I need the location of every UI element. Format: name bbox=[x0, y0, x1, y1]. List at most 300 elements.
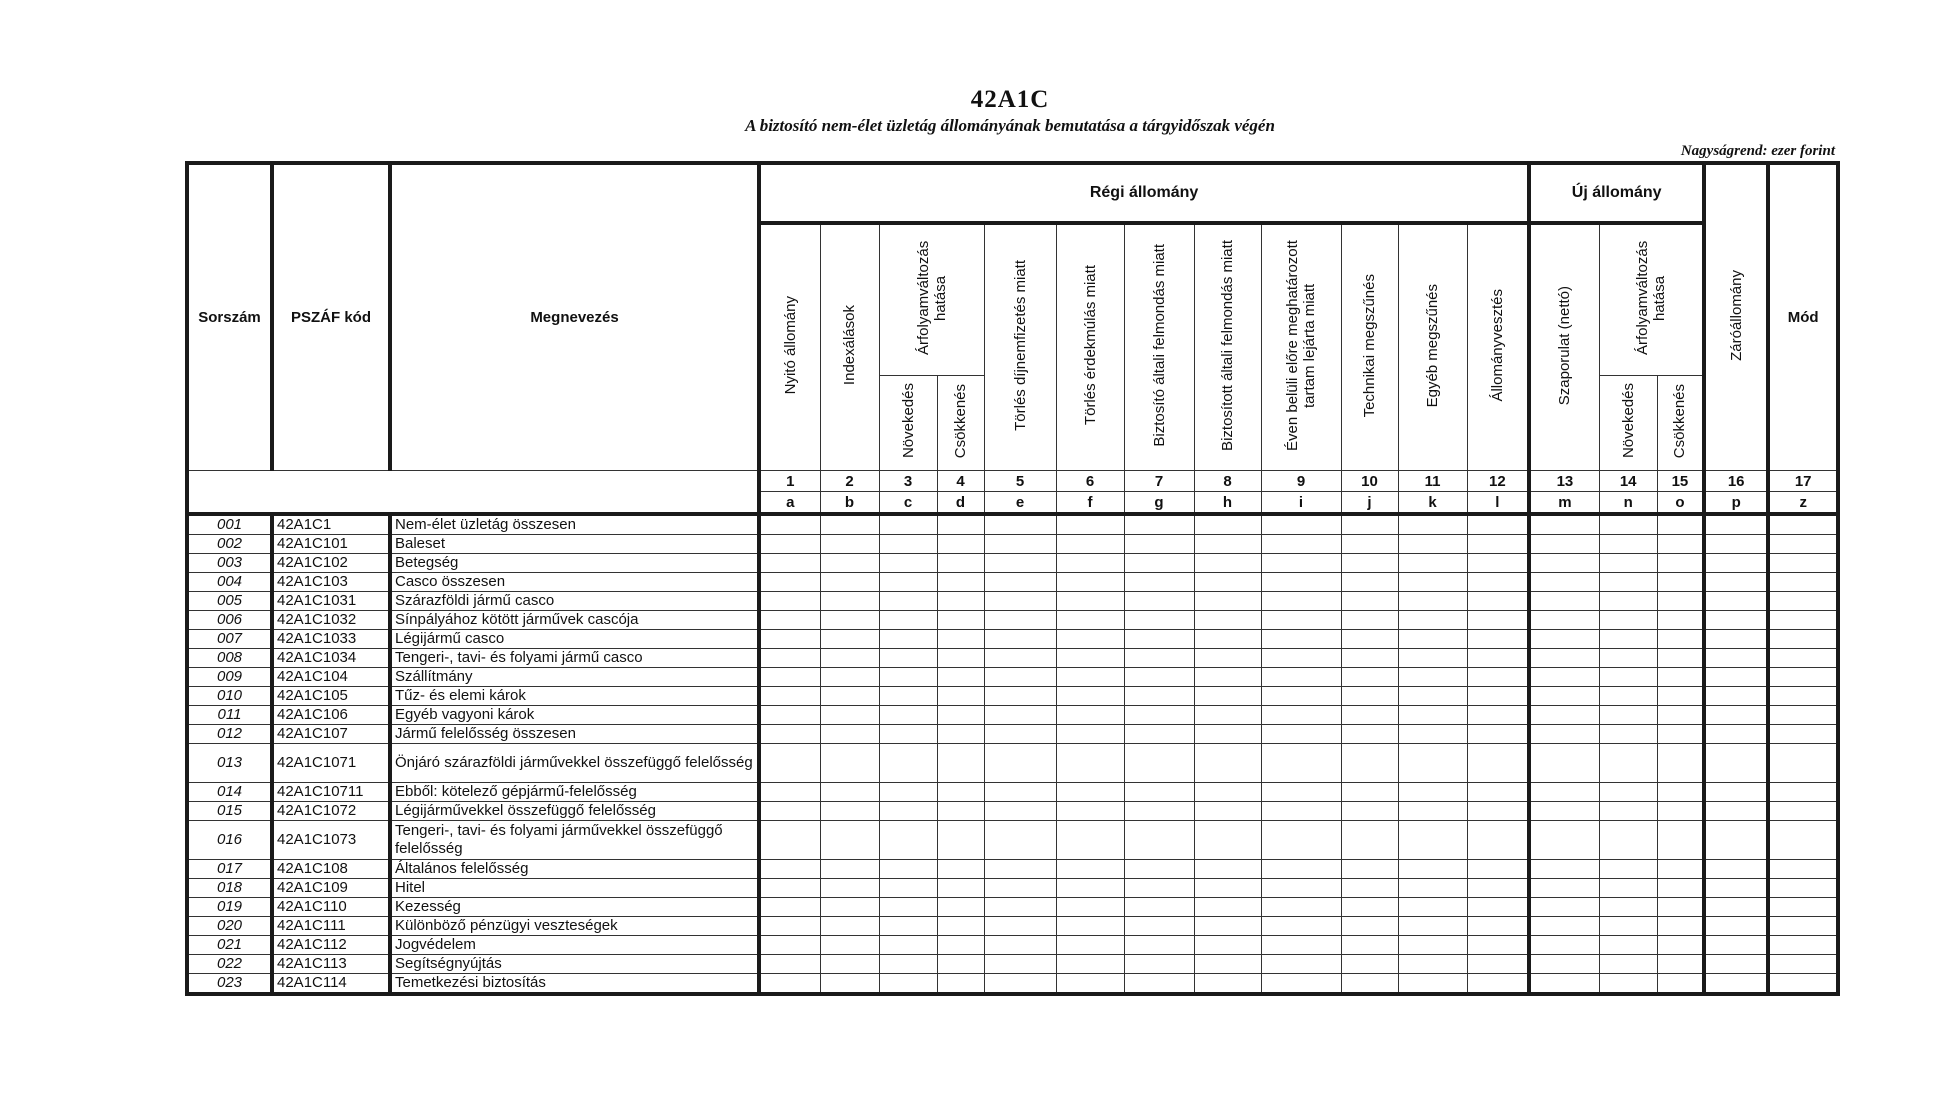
data-entry-cell[interactable] bbox=[820, 554, 879, 573]
data-entry-cell[interactable] bbox=[1768, 917, 1838, 936]
data-entry-cell[interactable] bbox=[1529, 630, 1599, 649]
data-entry-cell[interactable] bbox=[1467, 687, 1529, 706]
data-entry-cell[interactable] bbox=[759, 706, 820, 725]
data-entry-cell[interactable] bbox=[1261, 649, 1341, 668]
data-entry-cell[interactable] bbox=[1768, 879, 1838, 898]
data-entry-cell[interactable] bbox=[1398, 821, 1467, 860]
data-entry-cell[interactable] bbox=[1657, 955, 1704, 974]
data-entry-cell[interactable] bbox=[1467, 821, 1529, 860]
data-entry-cell[interactable] bbox=[1124, 936, 1194, 955]
data-entry-cell[interactable] bbox=[937, 592, 984, 611]
data-entry-cell[interactable] bbox=[1124, 879, 1194, 898]
data-entry-cell[interactable] bbox=[1599, 725, 1657, 744]
data-entry-cell[interactable] bbox=[1124, 955, 1194, 974]
data-entry-cell[interactable] bbox=[1467, 974, 1529, 995]
data-entry-cell[interactable] bbox=[820, 898, 879, 917]
data-entry-cell[interactable] bbox=[1398, 706, 1467, 725]
data-entry-cell[interactable] bbox=[1657, 860, 1704, 879]
data-entry-cell[interactable] bbox=[1124, 535, 1194, 554]
data-entry-cell[interactable] bbox=[1529, 535, 1599, 554]
data-entry-cell[interactable] bbox=[1398, 535, 1467, 554]
data-entry-cell[interactable] bbox=[1657, 898, 1704, 917]
data-entry-cell[interactable] bbox=[759, 668, 820, 687]
data-entry-cell[interactable] bbox=[1529, 554, 1599, 573]
data-entry-cell[interactable] bbox=[984, 668, 1056, 687]
data-entry-cell[interactable] bbox=[820, 514, 879, 535]
data-entry-cell[interactable] bbox=[1657, 802, 1704, 821]
data-entry-cell[interactable] bbox=[1529, 936, 1599, 955]
data-entry-cell[interactable] bbox=[984, 611, 1056, 630]
data-entry-cell[interactable] bbox=[1768, 821, 1838, 860]
data-entry-cell[interactable] bbox=[1529, 974, 1599, 995]
data-entry-cell[interactable] bbox=[1341, 573, 1398, 592]
data-entry-cell[interactable] bbox=[937, 821, 984, 860]
data-entry-cell[interactable] bbox=[759, 783, 820, 802]
data-entry-cell[interactable] bbox=[1194, 687, 1261, 706]
data-entry-cell[interactable] bbox=[1704, 936, 1768, 955]
data-entry-cell[interactable] bbox=[820, 573, 879, 592]
data-entry-cell[interactable] bbox=[1056, 860, 1124, 879]
data-entry-cell[interactable] bbox=[1398, 554, 1467, 573]
data-entry-cell[interactable] bbox=[1704, 573, 1768, 592]
data-entry-cell[interactable] bbox=[820, 974, 879, 995]
data-entry-cell[interactable] bbox=[1194, 879, 1261, 898]
data-entry-cell[interactable] bbox=[1124, 725, 1194, 744]
data-entry-cell[interactable] bbox=[1056, 936, 1124, 955]
data-entry-cell[interactable] bbox=[1467, 611, 1529, 630]
data-entry-cell[interactable] bbox=[1529, 706, 1599, 725]
data-entry-cell[interactable] bbox=[759, 514, 820, 535]
data-entry-cell[interactable] bbox=[1768, 668, 1838, 687]
data-entry-cell[interactable] bbox=[1341, 879, 1398, 898]
data-entry-cell[interactable] bbox=[1341, 554, 1398, 573]
data-entry-cell[interactable] bbox=[879, 955, 937, 974]
data-entry-cell[interactable] bbox=[820, 535, 879, 554]
data-entry-cell[interactable] bbox=[820, 783, 879, 802]
data-entry-cell[interactable] bbox=[1704, 898, 1768, 917]
data-entry-cell[interactable] bbox=[1529, 860, 1599, 879]
data-entry-cell[interactable] bbox=[937, 744, 984, 783]
data-entry-cell[interactable] bbox=[1341, 668, 1398, 687]
data-entry-cell[interactable] bbox=[1467, 554, 1529, 573]
data-entry-cell[interactable] bbox=[1194, 592, 1261, 611]
data-entry-cell[interactable] bbox=[1341, 611, 1398, 630]
data-entry-cell[interactable] bbox=[1599, 879, 1657, 898]
data-entry-cell[interactable] bbox=[1768, 535, 1838, 554]
data-entry-cell[interactable] bbox=[1398, 687, 1467, 706]
data-entry-cell[interactable] bbox=[879, 879, 937, 898]
data-entry-cell[interactable] bbox=[1398, 974, 1467, 995]
data-entry-cell[interactable] bbox=[937, 687, 984, 706]
data-entry-cell[interactable] bbox=[759, 936, 820, 955]
data-entry-cell[interactable] bbox=[1529, 592, 1599, 611]
data-entry-cell[interactable] bbox=[1467, 592, 1529, 611]
data-entry-cell[interactable] bbox=[1056, 687, 1124, 706]
data-entry-cell[interactable] bbox=[984, 573, 1056, 592]
data-entry-cell[interactable] bbox=[1194, 668, 1261, 687]
data-entry-cell[interactable] bbox=[1529, 649, 1599, 668]
data-entry-cell[interactable] bbox=[1341, 955, 1398, 974]
data-entry-cell[interactable] bbox=[984, 744, 1056, 783]
data-entry-cell[interactable] bbox=[1599, 687, 1657, 706]
data-entry-cell[interactable] bbox=[759, 611, 820, 630]
data-entry-cell[interactable] bbox=[984, 879, 1056, 898]
data-entry-cell[interactable] bbox=[984, 936, 1056, 955]
data-entry-cell[interactable] bbox=[1657, 936, 1704, 955]
data-entry-cell[interactable] bbox=[1341, 917, 1398, 936]
data-entry-cell[interactable] bbox=[1599, 649, 1657, 668]
data-entry-cell[interactable] bbox=[1599, 554, 1657, 573]
data-entry-cell[interactable] bbox=[1467, 514, 1529, 535]
data-entry-cell[interactable] bbox=[1599, 668, 1657, 687]
data-entry-cell[interactable] bbox=[1467, 802, 1529, 821]
data-entry-cell[interactable] bbox=[1341, 974, 1398, 995]
data-entry-cell[interactable] bbox=[1261, 936, 1341, 955]
data-entry-cell[interactable] bbox=[1056, 535, 1124, 554]
data-entry-cell[interactable] bbox=[1599, 802, 1657, 821]
data-entry-cell[interactable] bbox=[984, 974, 1056, 995]
data-entry-cell[interactable] bbox=[984, 687, 1056, 706]
data-entry-cell[interactable] bbox=[1768, 955, 1838, 974]
data-entry-cell[interactable] bbox=[1398, 573, 1467, 592]
data-entry-cell[interactable] bbox=[1768, 802, 1838, 821]
data-entry-cell[interactable] bbox=[759, 898, 820, 917]
data-entry-cell[interactable] bbox=[937, 860, 984, 879]
data-entry-cell[interactable] bbox=[1398, 725, 1467, 744]
data-entry-cell[interactable] bbox=[1124, 611, 1194, 630]
data-entry-cell[interactable] bbox=[1194, 573, 1261, 592]
data-entry-cell[interactable] bbox=[1768, 649, 1838, 668]
data-entry-cell[interactable] bbox=[984, 955, 1056, 974]
data-entry-cell[interactable] bbox=[1341, 514, 1398, 535]
data-entry-cell[interactable] bbox=[1261, 821, 1341, 860]
data-entry-cell[interactable] bbox=[1056, 592, 1124, 611]
data-entry-cell[interactable] bbox=[1768, 974, 1838, 995]
data-entry-cell[interactable] bbox=[1704, 955, 1768, 974]
data-entry-cell[interactable] bbox=[1194, 821, 1261, 860]
data-entry-cell[interactable] bbox=[1599, 783, 1657, 802]
data-entry-cell[interactable] bbox=[1398, 860, 1467, 879]
data-entry-cell[interactable] bbox=[1657, 821, 1704, 860]
data-entry-cell[interactable] bbox=[1599, 630, 1657, 649]
data-entry-cell[interactable] bbox=[1341, 706, 1398, 725]
data-entry-cell[interactable] bbox=[879, 554, 937, 573]
data-entry-cell[interactable] bbox=[879, 821, 937, 860]
data-entry-cell[interactable] bbox=[1341, 821, 1398, 860]
data-entry-cell[interactable] bbox=[1657, 554, 1704, 573]
data-entry-cell[interactable] bbox=[937, 554, 984, 573]
data-entry-cell[interactable] bbox=[1768, 630, 1838, 649]
data-entry-cell[interactable] bbox=[1261, 630, 1341, 649]
data-entry-cell[interactable] bbox=[1704, 554, 1768, 573]
data-entry-cell[interactable] bbox=[1341, 592, 1398, 611]
data-entry-cell[interactable] bbox=[937, 611, 984, 630]
data-entry-cell[interactable] bbox=[879, 936, 937, 955]
data-entry-cell[interactable] bbox=[759, 687, 820, 706]
data-entry-cell[interactable] bbox=[1529, 514, 1599, 535]
data-entry-cell[interactable] bbox=[1261, 783, 1341, 802]
data-entry-cell[interactable] bbox=[1529, 783, 1599, 802]
data-entry-cell[interactable] bbox=[1704, 879, 1768, 898]
data-entry-cell[interactable] bbox=[1056, 554, 1124, 573]
data-entry-cell[interactable] bbox=[1341, 744, 1398, 783]
data-entry-cell[interactable] bbox=[879, 802, 937, 821]
data-entry-cell[interactable] bbox=[937, 936, 984, 955]
data-entry-cell[interactable] bbox=[1467, 860, 1529, 879]
data-entry-cell[interactable] bbox=[1261, 668, 1341, 687]
data-entry-cell[interactable] bbox=[1398, 611, 1467, 630]
data-entry-cell[interactable] bbox=[1467, 535, 1529, 554]
data-entry-cell[interactable] bbox=[1599, 860, 1657, 879]
data-entry-cell[interactable] bbox=[1341, 783, 1398, 802]
data-entry-cell[interactable] bbox=[1124, 573, 1194, 592]
data-entry-cell[interactable] bbox=[1467, 649, 1529, 668]
data-entry-cell[interactable] bbox=[820, 744, 879, 783]
data-entry-cell[interactable] bbox=[1056, 802, 1124, 821]
data-entry-cell[interactable] bbox=[984, 860, 1056, 879]
data-entry-cell[interactable] bbox=[1768, 936, 1838, 955]
data-entry-cell[interactable] bbox=[879, 668, 937, 687]
data-entry-cell[interactable] bbox=[1467, 783, 1529, 802]
data-entry-cell[interactable] bbox=[1194, 936, 1261, 955]
data-entry-cell[interactable] bbox=[1467, 725, 1529, 744]
data-entry-cell[interactable] bbox=[820, 936, 879, 955]
data-entry-cell[interactable] bbox=[1261, 860, 1341, 879]
data-entry-cell[interactable] bbox=[1599, 514, 1657, 535]
data-entry-cell[interactable] bbox=[937, 783, 984, 802]
data-entry-cell[interactable] bbox=[879, 592, 937, 611]
data-entry-cell[interactable] bbox=[879, 573, 937, 592]
data-entry-cell[interactable] bbox=[879, 974, 937, 995]
data-entry-cell[interactable] bbox=[820, 725, 879, 744]
data-entry-cell[interactable] bbox=[1341, 687, 1398, 706]
data-entry-cell[interactable] bbox=[1704, 535, 1768, 554]
data-entry-cell[interactable] bbox=[820, 860, 879, 879]
data-entry-cell[interactable] bbox=[1657, 706, 1704, 725]
data-entry-cell[interactable] bbox=[984, 706, 1056, 725]
data-entry-cell[interactable] bbox=[1194, 611, 1261, 630]
data-entry-cell[interactable] bbox=[879, 744, 937, 783]
data-entry-cell[interactable] bbox=[1056, 725, 1124, 744]
data-entry-cell[interactable] bbox=[759, 573, 820, 592]
data-entry-cell[interactable] bbox=[1768, 725, 1838, 744]
data-entry-cell[interactable] bbox=[759, 879, 820, 898]
data-entry-cell[interactable] bbox=[1768, 592, 1838, 611]
data-entry-cell[interactable] bbox=[1194, 917, 1261, 936]
data-entry-cell[interactable] bbox=[1657, 725, 1704, 744]
data-entry-cell[interactable] bbox=[1124, 592, 1194, 611]
data-entry-cell[interactable] bbox=[820, 955, 879, 974]
data-entry-cell[interactable] bbox=[1341, 936, 1398, 955]
data-entry-cell[interactable] bbox=[1261, 725, 1341, 744]
data-entry-cell[interactable] bbox=[1056, 898, 1124, 917]
data-entry-cell[interactable] bbox=[879, 611, 937, 630]
data-entry-cell[interactable] bbox=[1768, 898, 1838, 917]
data-entry-cell[interactable] bbox=[1261, 955, 1341, 974]
data-entry-cell[interactable] bbox=[1398, 649, 1467, 668]
data-entry-cell[interactable] bbox=[1194, 535, 1261, 554]
data-entry-cell[interactable] bbox=[984, 783, 1056, 802]
data-entry-cell[interactable] bbox=[1341, 802, 1398, 821]
data-entry-cell[interactable] bbox=[1529, 744, 1599, 783]
data-entry-cell[interactable] bbox=[1194, 783, 1261, 802]
data-entry-cell[interactable] bbox=[759, 630, 820, 649]
data-entry-cell[interactable] bbox=[1398, 630, 1467, 649]
data-entry-cell[interactable] bbox=[1657, 535, 1704, 554]
data-entry-cell[interactable] bbox=[1657, 668, 1704, 687]
data-entry-cell[interactable] bbox=[1768, 514, 1838, 535]
data-entry-cell[interactable] bbox=[759, 821, 820, 860]
data-entry-cell[interactable] bbox=[1194, 630, 1261, 649]
data-entry-cell[interactable] bbox=[1704, 860, 1768, 879]
data-entry-cell[interactable] bbox=[1599, 592, 1657, 611]
data-entry-cell[interactable] bbox=[937, 955, 984, 974]
data-entry-cell[interactable] bbox=[820, 630, 879, 649]
data-entry-cell[interactable] bbox=[1341, 860, 1398, 879]
data-entry-cell[interactable] bbox=[759, 554, 820, 573]
data-entry-cell[interactable] bbox=[1056, 706, 1124, 725]
data-entry-cell[interactable] bbox=[1056, 917, 1124, 936]
data-entry-cell[interactable] bbox=[937, 630, 984, 649]
data-entry-cell[interactable] bbox=[1529, 955, 1599, 974]
data-entry-cell[interactable] bbox=[1467, 630, 1529, 649]
data-entry-cell[interactable] bbox=[1261, 592, 1341, 611]
data-entry-cell[interactable] bbox=[1398, 802, 1467, 821]
data-entry-cell[interactable] bbox=[1657, 649, 1704, 668]
data-entry-cell[interactable] bbox=[1261, 514, 1341, 535]
data-entry-cell[interactable] bbox=[879, 725, 937, 744]
data-entry-cell[interactable] bbox=[1657, 611, 1704, 630]
data-entry-cell[interactable] bbox=[1261, 535, 1341, 554]
data-entry-cell[interactable] bbox=[1657, 879, 1704, 898]
data-entry-cell[interactable] bbox=[984, 554, 1056, 573]
data-entry-cell[interactable] bbox=[759, 860, 820, 879]
data-entry-cell[interactable] bbox=[1704, 744, 1768, 783]
data-entry-cell[interactable] bbox=[759, 725, 820, 744]
data-entry-cell[interactable] bbox=[1056, 630, 1124, 649]
data-entry-cell[interactable] bbox=[1124, 687, 1194, 706]
data-entry-cell[interactable] bbox=[1261, 802, 1341, 821]
data-entry-cell[interactable] bbox=[1124, 974, 1194, 995]
data-entry-cell[interactable] bbox=[759, 802, 820, 821]
data-entry-cell[interactable] bbox=[1124, 898, 1194, 917]
data-entry-cell[interactable] bbox=[759, 955, 820, 974]
data-entry-cell[interactable] bbox=[1124, 649, 1194, 668]
data-entry-cell[interactable] bbox=[879, 783, 937, 802]
data-entry-cell[interactable] bbox=[759, 744, 820, 783]
data-entry-cell[interactable] bbox=[1529, 917, 1599, 936]
data-entry-cell[interactable] bbox=[1529, 879, 1599, 898]
data-entry-cell[interactable] bbox=[1056, 573, 1124, 592]
data-entry-cell[interactable] bbox=[1768, 744, 1838, 783]
data-entry-cell[interactable] bbox=[1768, 611, 1838, 630]
data-entry-cell[interactable] bbox=[937, 725, 984, 744]
data-entry-cell[interactable] bbox=[1056, 668, 1124, 687]
data-entry-cell[interactable] bbox=[1194, 898, 1261, 917]
data-entry-cell[interactable] bbox=[1261, 898, 1341, 917]
data-entry-cell[interactable] bbox=[1704, 974, 1768, 995]
data-entry-cell[interactable] bbox=[820, 668, 879, 687]
data-entry-cell[interactable] bbox=[1124, 514, 1194, 535]
data-entry-cell[interactable] bbox=[1341, 649, 1398, 668]
data-entry-cell[interactable] bbox=[1194, 706, 1261, 725]
data-entry-cell[interactable] bbox=[1599, 535, 1657, 554]
data-entry-cell[interactable] bbox=[1194, 744, 1261, 783]
data-entry-cell[interactable] bbox=[1467, 955, 1529, 974]
data-entry-cell[interactable] bbox=[1261, 744, 1341, 783]
data-entry-cell[interactable] bbox=[1768, 687, 1838, 706]
data-entry-cell[interactable] bbox=[1261, 974, 1341, 995]
data-entry-cell[interactable] bbox=[1341, 535, 1398, 554]
data-entry-cell[interactable] bbox=[1261, 554, 1341, 573]
data-entry-cell[interactable] bbox=[1657, 573, 1704, 592]
data-entry-cell[interactable] bbox=[1056, 514, 1124, 535]
data-entry-cell[interactable] bbox=[1398, 936, 1467, 955]
data-entry-cell[interactable] bbox=[1529, 573, 1599, 592]
data-entry-cell[interactable] bbox=[1529, 611, 1599, 630]
data-entry-cell[interactable] bbox=[1124, 917, 1194, 936]
data-entry-cell[interactable] bbox=[937, 974, 984, 995]
data-entry-cell[interactable] bbox=[820, 802, 879, 821]
data-entry-cell[interactable] bbox=[759, 917, 820, 936]
data-entry-cell[interactable] bbox=[879, 687, 937, 706]
data-entry-cell[interactable] bbox=[937, 802, 984, 821]
data-entry-cell[interactable] bbox=[937, 535, 984, 554]
data-entry-cell[interactable] bbox=[1194, 514, 1261, 535]
data-entry-cell[interactable] bbox=[759, 649, 820, 668]
data-entry-cell[interactable] bbox=[1398, 898, 1467, 917]
data-entry-cell[interactable] bbox=[1657, 783, 1704, 802]
data-entry-cell[interactable] bbox=[1467, 706, 1529, 725]
data-entry-cell[interactable] bbox=[937, 668, 984, 687]
data-entry-cell[interactable] bbox=[984, 821, 1056, 860]
data-entry-cell[interactable] bbox=[1529, 725, 1599, 744]
data-entry-cell[interactable] bbox=[1261, 706, 1341, 725]
data-entry-cell[interactable] bbox=[879, 535, 937, 554]
data-entry-cell[interactable] bbox=[984, 649, 1056, 668]
data-entry-cell[interactable] bbox=[984, 917, 1056, 936]
data-entry-cell[interactable] bbox=[1124, 668, 1194, 687]
data-entry-cell[interactable] bbox=[820, 687, 879, 706]
data-entry-cell[interactable] bbox=[1194, 649, 1261, 668]
data-entry-cell[interactable] bbox=[879, 630, 937, 649]
data-entry-cell[interactable] bbox=[1599, 573, 1657, 592]
data-entry-cell[interactable] bbox=[1704, 668, 1768, 687]
data-entry-cell[interactable] bbox=[879, 514, 937, 535]
data-entry-cell[interactable] bbox=[1768, 554, 1838, 573]
data-entry-cell[interactable] bbox=[820, 917, 879, 936]
data-entry-cell[interactable] bbox=[1056, 744, 1124, 783]
data-entry-cell[interactable] bbox=[1261, 917, 1341, 936]
data-entry-cell[interactable] bbox=[1704, 725, 1768, 744]
data-entry-cell[interactable] bbox=[1599, 821, 1657, 860]
data-entry-cell[interactable] bbox=[1704, 783, 1768, 802]
data-entry-cell[interactable] bbox=[1194, 554, 1261, 573]
data-entry-cell[interactable] bbox=[1124, 860, 1194, 879]
data-entry-cell[interactable] bbox=[984, 898, 1056, 917]
data-entry-cell[interactable] bbox=[1261, 879, 1341, 898]
data-entry-cell[interactable] bbox=[820, 649, 879, 668]
data-entry-cell[interactable] bbox=[1704, 687, 1768, 706]
data-entry-cell[interactable] bbox=[1599, 936, 1657, 955]
data-entry-cell[interactable] bbox=[759, 535, 820, 554]
data-entry-cell[interactable] bbox=[984, 514, 1056, 535]
data-entry-cell[interactable] bbox=[1467, 936, 1529, 955]
data-entry-cell[interactable] bbox=[1768, 783, 1838, 802]
data-entry-cell[interactable] bbox=[937, 879, 984, 898]
data-entry-cell[interactable] bbox=[1124, 554, 1194, 573]
data-entry-cell[interactable] bbox=[1599, 917, 1657, 936]
